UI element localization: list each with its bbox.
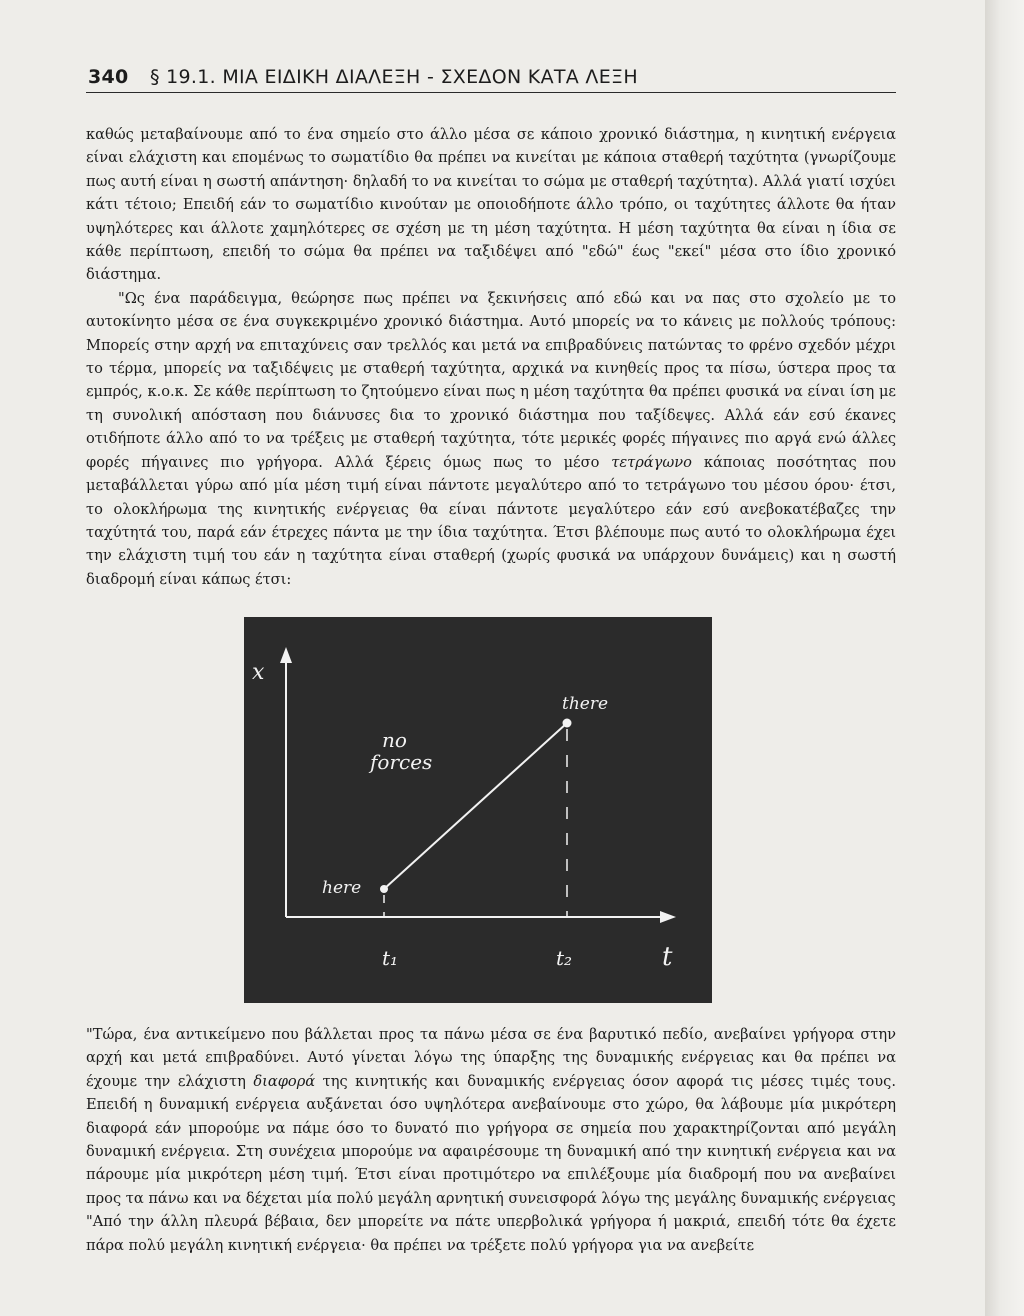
label-here: here [322, 878, 362, 898]
text-block-bottom [86, 1023, 896, 1257]
annotation-no: no [382, 728, 407, 752]
paragraph-text: "Τώρα, ένα αντικείμενο που βάλλεται προς τα πάνω μέσα σε ένα βαρυτικό πεδίο, ανεβαίνει γρήγορα στην αρχή και μετά επιβραδύνει. Αυτό γίνεται λόγω της ύπαρξης της δυναμικής ενέργειας και θα πρέπει να έχουμε την ελάχιστη [86, 1026, 896, 1090]
y-axis-label: x [252, 660, 265, 685]
trajectory-diagram [244, 617, 712, 1003]
end-point [563, 719, 572, 728]
t-axis-arrow [660, 911, 676, 923]
paragraph-text: "Από την άλλη πλευρά βέβαια, δεν μπορείτε να πάτε υπερβολικά γρήγορα ή μακριά, επειδή τότε θα έχετε πάρα πολύ μεγάλη κινητική ενέργεια· θα πρέπει να τρέξετε πολύ γρήγορα για να ανεβείτε [86, 1213, 896, 1254]
label-there: there [562, 694, 609, 714]
running-header [86, 64, 896, 93]
paragraph-text: "Ως ένα παράδειγμα, θεώρησε πως πρέπει να ξεκινήσεις από εδώ και να πας στο σχολείο με το αυτοκίνητο μέσα σε ένα συγκεκριμένο χρονικό διάστημα. Αυτό μπορείς να το κάνεις με πολλούς τρόπους: Μπορείς στην αρχή να επιταχύνεις σαν τρελλός και μετά να επιβραδύνεις πατώντας το φρένο σχεδόν μέχρι το τέρμα, μπορείς να ταξιδέψεις με σταθερή ταχύτητα, αρχικά να κινηθείς προς τα πίσω, ύστερα προς τα εμπρός, κ.ο.κ. Σε κάθε περίπτωση το ζητούμενο είναι πως η μέση ταχύτητα θα πρέπει φυσικά να είναι ίση με τη συνολική απόσταση που διάνυσες δια το χρονικό διάστημα που ταξίδεψες. Αλλά εάν εσύ έκανες οτιδήποτε άλλο από το να τρέξεις με σταθερή ταχύτητα, τότε μερικές φορές πήγαινες πιο αργά ενώ άλλες φορές πήγαινες πιο γρήγορα. Αλλά ξέρεις όμως πως το μέσο [86, 289, 896, 471]
tick-label-t2: t₂ [556, 946, 573, 970]
emphasis: διαφορά [253, 1072, 316, 1090]
figure-photo [244, 617, 712, 1003]
emphasis: τετράγωνο [611, 453, 692, 471]
paragraph-text: καθώς μεταβαίνουμε από το ένα σημείο στο άλλο μέσα σε κάποιο χρονικό διάστημα, η κινητική ενέργεια είναι ελάχιστη και επομένως το σωματίδιο θα πρέπει να κινείται με κάποια σταθερή ταχύτητα (γνωρίζουμε πως αυτή είναι η σωστή απάντηση· δηλαδή το να κινείται το σώμα με σταθερή ταχύτητα). Αλλά γιατί ισχύει κάτι τέτοιο; Επειδή εάν το σωματίδιο κινούταν με οποιοδήποτε άλλο τρόπο, οι ταχύτητες άλλοτε θα ήταν υψηλότερες και άλλοτε χαμηλότερες σε σχέση με τη μέση ταχύτητα. Η μέση ταχύτητα θα είναι η ίδια σε κάθε περίπτωση, επειδή το σώμα θα πρέπει να ταξιδέψει από "εδώ" έως "εκεί" μέσα στο ίδιο χρονικό διάστημα. [86, 126, 896, 284]
paragraph [86, 287, 896, 591]
tick-label-t1: t₁ [382, 946, 399, 970]
text-block-top [86, 123, 896, 591]
x-axis-arrow [280, 647, 292, 663]
section-title: § 19.1. ΜΙΑ ΕΙΔΙΚΗ ΔΙΑΛΕΞΗ - ΣΧΕΔΟΝ ΚΑΤΑ ΛΕΞΗ [150, 66, 638, 88]
page-number: 340 [88, 66, 129, 88]
paragraph [86, 123, 896, 287]
paragraph-text: της κινητικής και δυναμικής ενέργειας όσον αφορά τις μέσες τιμές τους. Επειδή η δυναμική ενέργεια αυξάνεται όσο υψηλότερα ανεβαίνουμε στο χώρο, θα λάβουμε μία μικρότερη διαφορά εάν μπορούμε να πάμε όσο το δυνατό πιο γρήγορα σε σημεία που χαρακτηρίζονται από μεγάλη δυναμική ενέργεια. Στη συνέχεια μπορούμε να αφαιρέσουμε τη δυναμική από την κινητική ενέργεια και να πάρουμε μία μικρότερη μέση τιμή. Έτσι είναι προτιμότερο να επιλέξουμε μία διαδρομή που να ανεβαίνει προς τα πάνω και να δέχεται μία πολύ μεγάλη αρνητική συνεισφορά λόγω της μεγάλης δυναμικής ενέργειας [86, 1072, 896, 1207]
page-edge [985, 0, 1024, 1316]
paragraph [86, 1210, 896, 1257]
paragraph-text: κάποιας ποσότητας που μεταβάλλεται γύρω από μία μέση τιμή είναι πάντοτε μεγαλύτερο από το τετράγωνο του μέσου όρου· έτσι, το ολοκλήρωμα της κινητικής ενέργειας θα είναι πάντοτε μεγαλύτερο εάν εσύ ανεβοκατέβαζες την ταχύτητά του, παρά εάν έτρεχες πάντα με την ίδια ταχύτητα. Έτσι βλέπουμε πως αυτό το ολοκλήρωμα έχει την ελάχιστη τιμή του εάν η ταχύτητα είναι σταθερή (χωρίς φυσικά να υπάρχουν δυνάμεις) και η σωστή διαδρομή είναι κάπως έτσι: [86, 453, 896, 588]
annotation-forces: forces [370, 750, 433, 774]
trajectory-line [384, 723, 567, 889]
paragraph [86, 1023, 896, 1210]
x-axis-label: t [662, 942, 673, 972]
start-point [380, 885, 388, 893]
